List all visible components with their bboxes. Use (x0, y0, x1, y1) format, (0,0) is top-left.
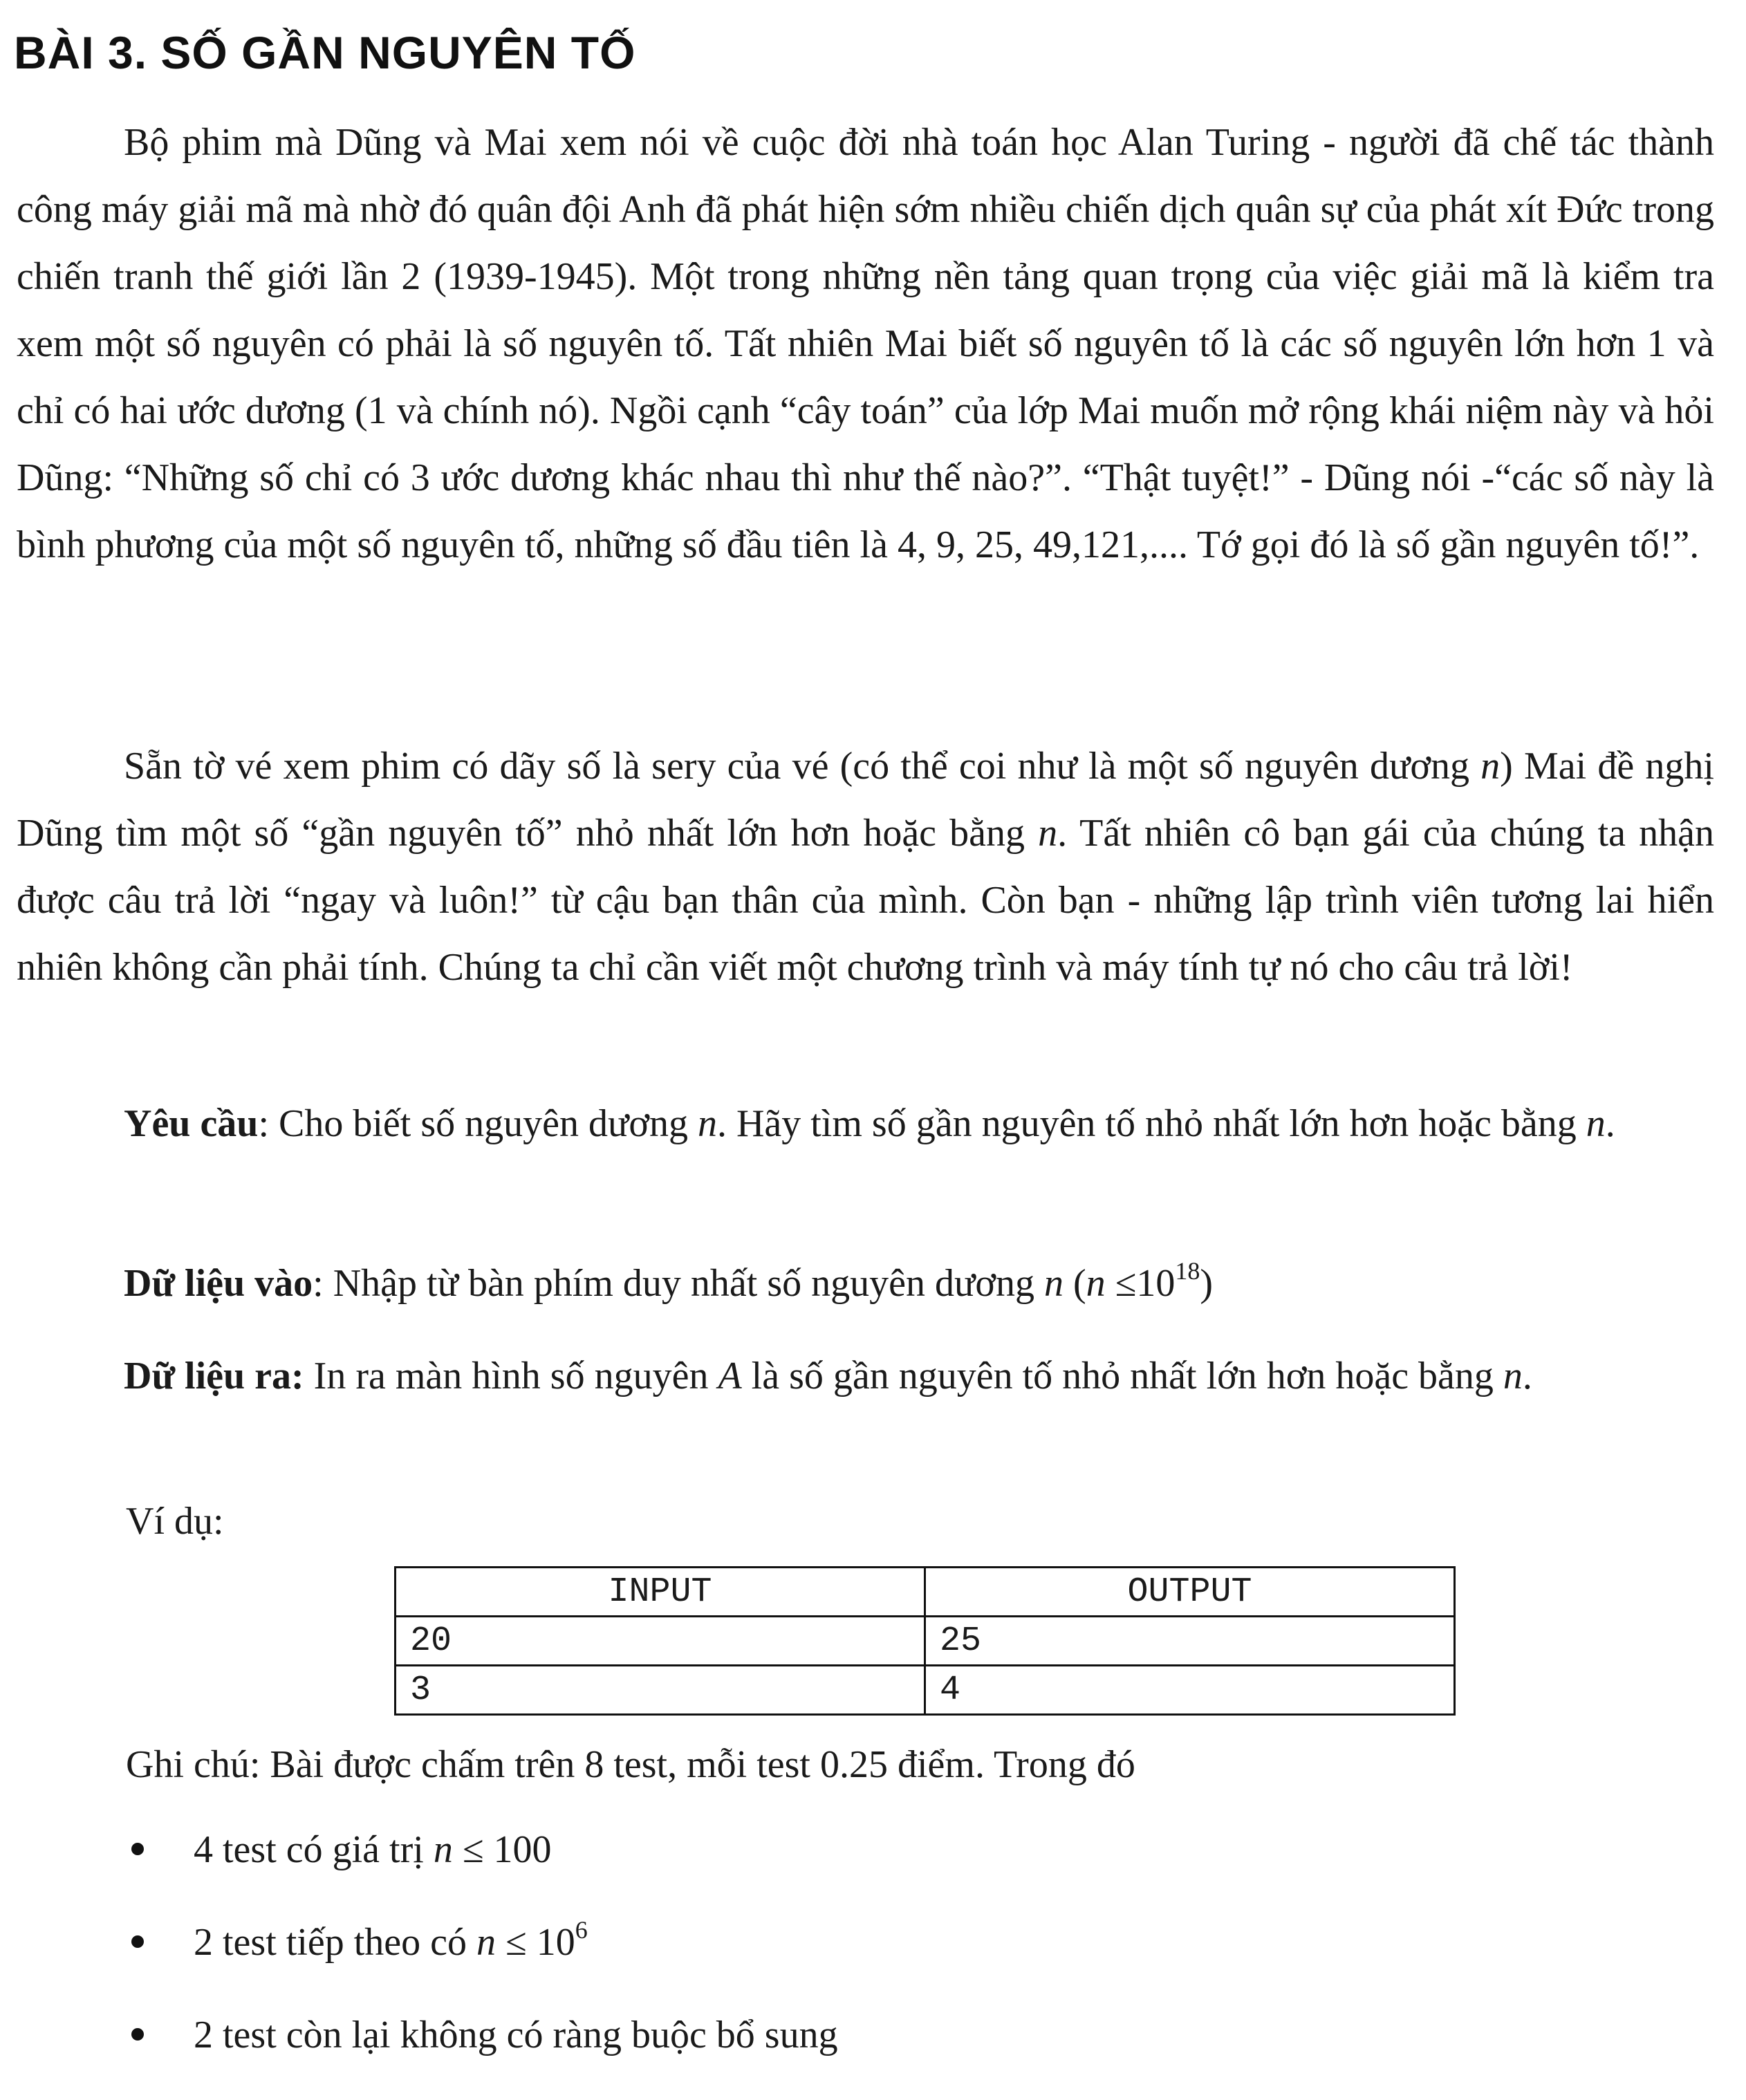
input-spec-text-1: : Nhập từ bàn phím duy nhất số nguyên dương (313, 1262, 1044, 1305)
output-spec-text-3: . (1522, 1355, 1532, 1397)
variable-n: n (697, 1102, 717, 1145)
bullet-icon (131, 1843, 144, 1855)
requirement-text-1: : Cho biết số nguyên dương (258, 1102, 698, 1145)
task-text-2: ) Mai đề nghị Dũng tìm một số “gần nguyên tố” nhỏ nhất lớn hơn hoặc bằng (17, 745, 1714, 855)
variable-n: n (476, 1921, 496, 1964)
exponent: 18 (1175, 1257, 1200, 1285)
table-header-output: OUTPUT (925, 1568, 1455, 1617)
variable-n: n (1503, 1355, 1523, 1397)
constraint-rest: ≤ 10 (496, 1921, 575, 1964)
input-spec-section (17, 1250, 1714, 1317)
requirement-text-2: . Hãy tìm số gần nguyên tố nhỏ nhất lớn hơn hoặc bằng (716, 1102, 1586, 1145)
requirement-text-3: . (1605, 1102, 1615, 1145)
constraint-text: 2 test tiếp theo có (194, 1921, 477, 1964)
task-text-3: . Tất nhiên cô bạn gái của chúng ta nhận được câu trả lời “ngay và luôn!” từ cậu bạn thân của mình. Còn bạn - những lập trình viên tương lai hiển nhiên không cần phải tính. Chúng ta chỉ cần viết một chương trình và máy tính tự nó cho câu trả lời! (17, 812, 1714, 989)
example-table (394, 1566, 1456, 1716)
variable-n: n (433, 1828, 453, 1871)
list-item (131, 1822, 838, 1915)
grading-note: Ghi chú: Bài được chấm trên 8 test, mỗi test 0.25 điểm. Trong đó (126, 1743, 1135, 1786)
input-spec-text-3: ≤10 (1105, 1262, 1176, 1305)
table-row (396, 1617, 1455, 1666)
constraint-list (131, 1822, 838, 2100)
output-spec-text-2: là số gần nguyên tố nhỏ nhất lớn hơn hoặc bằng (741, 1355, 1503, 1397)
requirement-label: Yêu cầu (124, 1102, 259, 1145)
variable-n: n (1038, 812, 1058, 855)
table-cell-input: 3 (396, 1666, 925, 1715)
list-item (131, 2007, 838, 2100)
bullet-icon (131, 1935, 144, 1948)
list-item (131, 1915, 838, 2007)
table-cell-input: 20 (396, 1617, 925, 1666)
story-text: Bộ phim mà Dũng và Mai xem nói về cuộc đời nhà toán học Alan Turing - người đã chế tác thành công máy giải mã mà nhờ đó quân đội Anh đã phát hiện sớm nhiều chiến dịch quân sự của phát xít Đức trong chiến tranh thế giới lần 2 (1939-1945). Một trong những nền tảng quan trọng của việc giải mã là kiểm tra xem một số nguyên có phải là số nguyên tố. Tất nhiên Mai biết số nguyên tố là các số nguyên lớn hơn 1 và chỉ có hai ước dương (1 và chính nó). Ngồi cạnh “cây toán” của lớp Mai muốn mở rộng khái niệm này và hỏi Dũng: “Những số chỉ có 3 ước dương khác nhau thì như thế nào?”. “Thật tuyệt!” - Dũng nói -“các số này là bình phương của một số nguyên tố, những số đầu tiên là 4, 9, 25, 49,121,.... Tớ gọi đó là số gần nguyên tố!”. (17, 121, 1714, 566)
input-spec-text-4: ) (1200, 1262, 1213, 1305)
variable-n: n (1586, 1102, 1606, 1145)
table-cell-output: 25 (925, 1617, 1455, 1666)
story-paragraph (17, 109, 1714, 579)
output-spec-section (17, 1343, 1714, 1410)
exponent: 6 (575, 1916, 588, 1944)
table-header-row (396, 1568, 1455, 1617)
constraint-text: 2 test còn lại không có ràng buộc bổ sung (194, 2014, 838, 2056)
constraint-rest: ≤ 100 (452, 1828, 552, 1871)
bullet-icon (131, 2028, 144, 2041)
problem-title: BÀI 3. SỐ GẦN NGUYÊN TỐ (14, 27, 636, 78)
input-spec-label: Dữ liệu vào (124, 1262, 313, 1305)
table-cell-output: 4 (925, 1666, 1455, 1715)
example-label: Ví dụ: (126, 1500, 224, 1543)
task-paragraph (17, 733, 1714, 1001)
output-spec-label: Dữ liệu ra: (124, 1355, 304, 1397)
task-text-1: Sẵn tờ vé xem phim có dãy số là sery của vé (có thể coi như là một số nguyên dương (124, 745, 1481, 788)
table-header-input: INPUT (396, 1568, 925, 1617)
variable-a: A (718, 1355, 742, 1397)
variable-n: n (1086, 1262, 1106, 1305)
requirement-section (17, 1090, 1714, 1158)
constraint-text: 4 test có giá trị (194, 1828, 434, 1871)
input-spec-text-2: ( (1063, 1262, 1086, 1305)
output-spec-text-1: In ra màn hình số nguyên (304, 1355, 718, 1397)
table-row (396, 1666, 1455, 1715)
variable-n: n (1043, 1262, 1064, 1305)
variable-n: n (1480, 745, 1501, 788)
